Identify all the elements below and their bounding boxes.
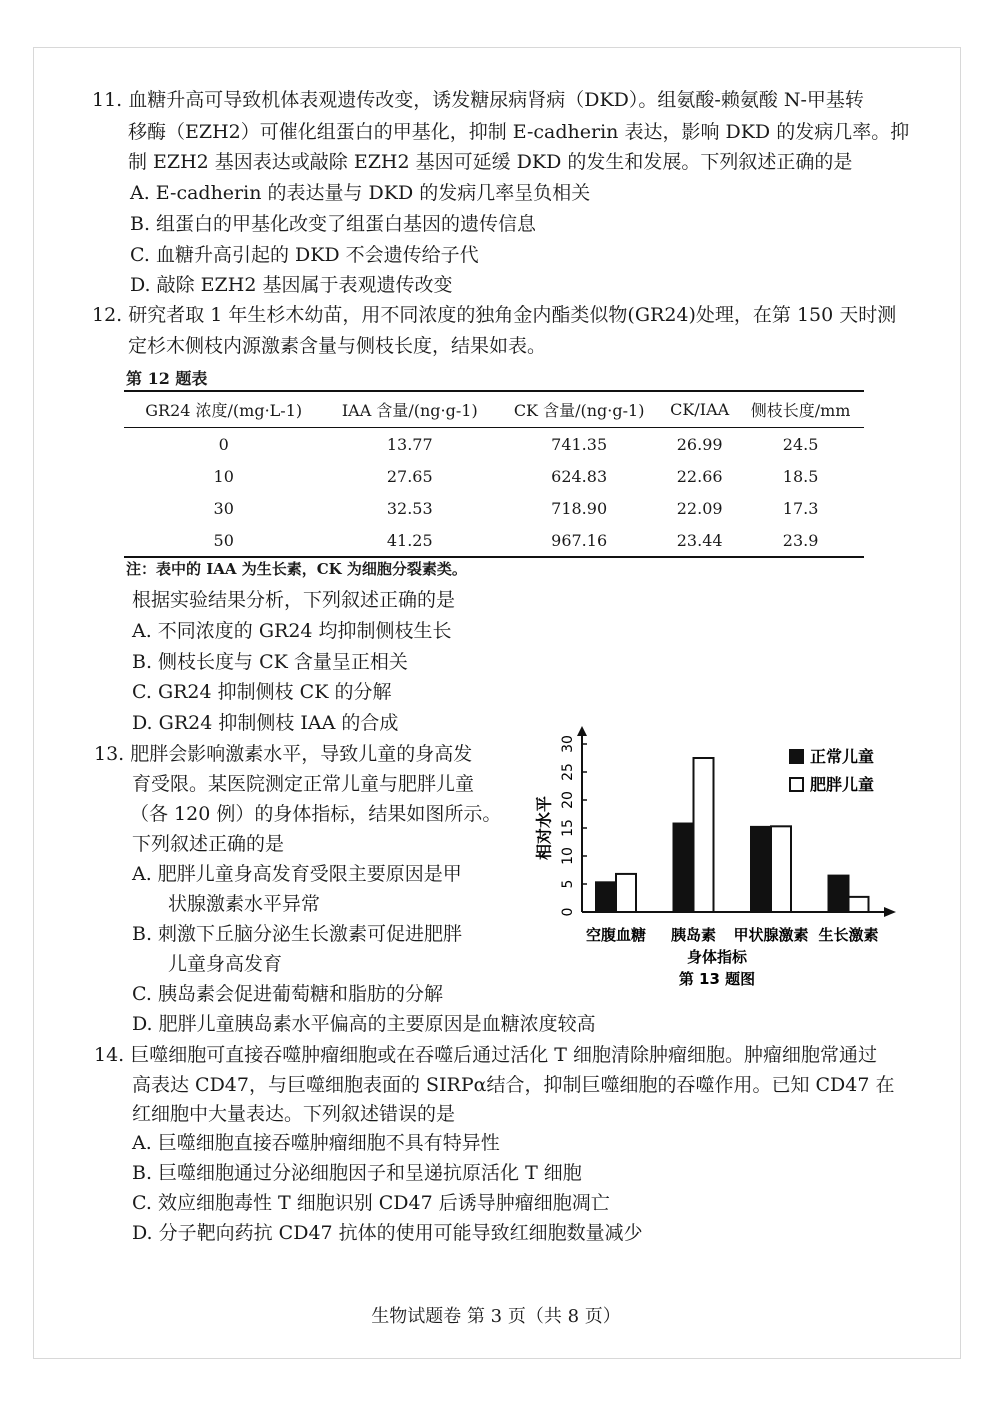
x-tick-label: 生长激素 <box>818 926 879 944</box>
table-cell: 17.3 <box>782 498 819 518</box>
x-tick-label: 胰岛素 <box>670 926 717 944</box>
bar-normal <box>674 824 694 912</box>
table-cell: 30 <box>213 498 234 518</box>
q14-line-1: 14. 巨噬细胞可直接吞噬肿瘤细胞或在吞噬后通过活化 T 细胞清除肿瘤细胞。肿瘤细胞常通过 <box>94 1044 878 1066</box>
table-row <box>124 460 864 492</box>
table-note: 注：表中的 IAA 为生长素，CK 为细胞分裂素类。 <box>126 560 467 578</box>
q14-option-a[interactable]: A. 巨噬细胞直接吞噬肿瘤细胞不具有特异性 <box>132 1132 500 1154</box>
table-row <box>124 524 864 557</box>
table-cell: 13.77 <box>386 434 433 454</box>
legend-swatch-normal <box>790 750 803 763</box>
x-axis-label: 身体指标 <box>686 948 748 966</box>
q11-line-2: 移酶（EZH2）可催化组蛋白的甲基化，抑制 E-cadherin 表达，影响 DKD 的发病几率。抑 <box>128 121 910 143</box>
table-cell: 27.65 <box>386 466 433 486</box>
x-tick-label: 甲状腺激素 <box>733 926 809 944</box>
y-tick-label: 20 <box>560 791 576 809</box>
table-cell: 22.66 <box>676 466 723 486</box>
table-cell: 26.99 <box>676 434 723 454</box>
y-tick-label: 15 <box>560 819 576 837</box>
q11-option-a[interactable]: A. E-cadherin 的表达量与 DKD 的发病几率呈负相关 <box>130 182 591 204</box>
table-cell: 0 <box>218 434 229 454</box>
bar-chart <box>520 722 900 1002</box>
legend-label: 肥胖儿童 <box>810 775 875 794</box>
q13-option-a[interactable]: A. 肥胖儿童身高发育受限主要原因是甲 <box>132 863 462 885</box>
q14-line-2: 高表达 CD47，与巨噬细胞表面的 SIRPα结合，抑制巨噬细胞的吞噬作用。已知 CD47 在 <box>132 1074 895 1096</box>
q11-line-3: 制 EZH2 基因表达或敲除 EZH2 基因可延缓 DKD 的发生和发展。下列叙述正确的是 <box>128 151 853 173</box>
y-tick-label: 10 <box>560 847 576 865</box>
legend-swatch-obese <box>790 778 803 791</box>
chart-title: 第 13 题图 <box>678 970 756 988</box>
bar-obese <box>616 874 636 912</box>
bar-normal <box>596 882 616 912</box>
table-cell: 23.44 <box>662 524 737 557</box>
q13-chart <box>520 722 900 1002</box>
header-branch-length: 侧枝长度/mm <box>737 391 864 428</box>
q13-line-3: （各 120 例）的身体指标，结果如图所示。 <box>130 803 502 825</box>
bar-obese <box>694 758 714 912</box>
table-cell: 50 <box>124 524 323 557</box>
q14-option-c[interactable]: C. 效应细胞毒性 T 细胞识别 CD47 后诱导肿瘤细胞凋亡 <box>132 1192 610 1214</box>
legend-label: 正常儿童 <box>810 747 875 766</box>
table-caption: 第 12 题表 <box>126 369 208 388</box>
q12-option-a[interactable]: A. 不同浓度的 GR24 均抑制侧枝生长 <box>132 620 452 642</box>
y-tick-label: 30 <box>560 735 576 753</box>
q13-line-1: 13. 肥胖会影响激素水平，导致儿童的身高发 <box>94 743 473 765</box>
y-tick-label: 5 <box>560 879 576 889</box>
q11-option-d[interactable]: D. 敲除 EZH2 基因属于表观遗传改变 <box>130 274 453 296</box>
q14-option-d[interactable]: D. 分子靶向药抗 CD47 抗体的使用可能导致红细胞数量减少 <box>132 1222 643 1244</box>
table-row <box>124 492 864 524</box>
table-cell: 24.5 <box>782 434 819 454</box>
q11-option-b[interactable]: B. 组蛋白的甲基化改变了组蛋白基因的遗传信息 <box>130 213 537 235</box>
q14-option-b[interactable]: B. 巨噬细胞通过分泌细胞因子和呈递抗原活化 T 细胞 <box>132 1162 582 1184</box>
q13-option-b-cont: 儿童身高发育 <box>168 953 283 975</box>
table-cell: 624.83 <box>551 466 608 486</box>
header-gr24: GR24 浓度/(mg·L-1) <box>124 391 323 428</box>
table-cell: 41.25 <box>323 524 496 557</box>
table-cell: 10 <box>213 466 234 486</box>
table-cell: 967.16 <box>496 524 662 557</box>
x-tick-label: 空腹血糖 <box>585 926 647 944</box>
q12-option-d[interactable]: D. GR24 抑制侧枝 IAA 的合成 <box>132 712 399 734</box>
q12-line-1: 12. 研究者取 1 年生杉木幼苗，用不同浓度的独角金内酯类似物(GR24)处理，在第 150 天时测 <box>92 304 897 326</box>
q13-line-2: 育受限。某医院测定正常儿童与肥胖儿童 <box>132 773 475 795</box>
y-axis-label: 相对水平 <box>534 795 554 861</box>
bar-normal <box>751 827 771 912</box>
table-cell: 22.09 <box>676 498 723 518</box>
q13-option-a-cont: 状腺激素水平异常 <box>168 893 321 915</box>
q14-line-3: 红细胞中大量表达。下列叙述错误的是 <box>132 1103 456 1125</box>
bar-normal <box>829 876 849 912</box>
q12-stem: 根据实验结果分析，下列叙述正确的是 <box>132 589 456 611</box>
q11-option-c[interactable]: C. 血糖升高引起的 DKD 不会遗传给子代 <box>130 244 479 266</box>
q12-option-c[interactable]: C. GR24 抑制侧枝 CK 的分解 <box>132 681 392 703</box>
y-tick-label: 25 <box>560 763 576 781</box>
bar-obese <box>849 897 869 912</box>
q12-option-b[interactable]: B. 侧枝长度与 CK 含量呈正相关 <box>132 651 408 673</box>
q11-line-1: 11. 血糖升高可导致机体表观遗传改变，诱发糖尿病肾病（DKD）。组氨酸-赖氨酸 N-甲基转 <box>92 89 864 111</box>
q12-table <box>124 390 864 558</box>
q13-line-4: 下列叙述正确的是 <box>132 833 285 855</box>
q12-line-2: 定杉木侧枝内源激素含量与侧枝长度，结果如表。 <box>128 335 547 357</box>
x-axis-arrow <box>884 907 896 917</box>
table-header-row <box>124 391 864 428</box>
q13-option-c[interactable]: C. 胰岛素会促进葡萄糖和脂肪的分解 <box>132 983 443 1005</box>
header-ck-iaa: CK/IAA <box>662 391 737 428</box>
table-row <box>124 428 864 461</box>
q13-option-b[interactable]: B. 刺激下丘脑分泌生长激素可促进肥胖 <box>132 923 463 945</box>
table-cell: 718.90 <box>551 498 608 518</box>
header-iaa: IAA 含量/(ng·g-1) <box>323 391 496 428</box>
table-cell: 741.35 <box>551 434 608 454</box>
q13-option-d[interactable]: D. 肥胖儿童胰岛素水平偏高的主要原因是血糖浓度较高 <box>132 1013 596 1035</box>
table-cell: 23.9 <box>737 524 864 557</box>
table-cell: 18.5 <box>782 466 819 486</box>
bar-obese <box>771 826 791 912</box>
header-ck: CK 含量/(ng·g-1) <box>496 391 662 428</box>
y-tick-label: 0 <box>560 907 576 917</box>
table-cell: 32.53 <box>386 498 433 518</box>
page-footer: 生物试题卷 第 3 页（共 8 页） <box>371 1306 621 1327</box>
y-axis-arrow <box>577 726 587 736</box>
